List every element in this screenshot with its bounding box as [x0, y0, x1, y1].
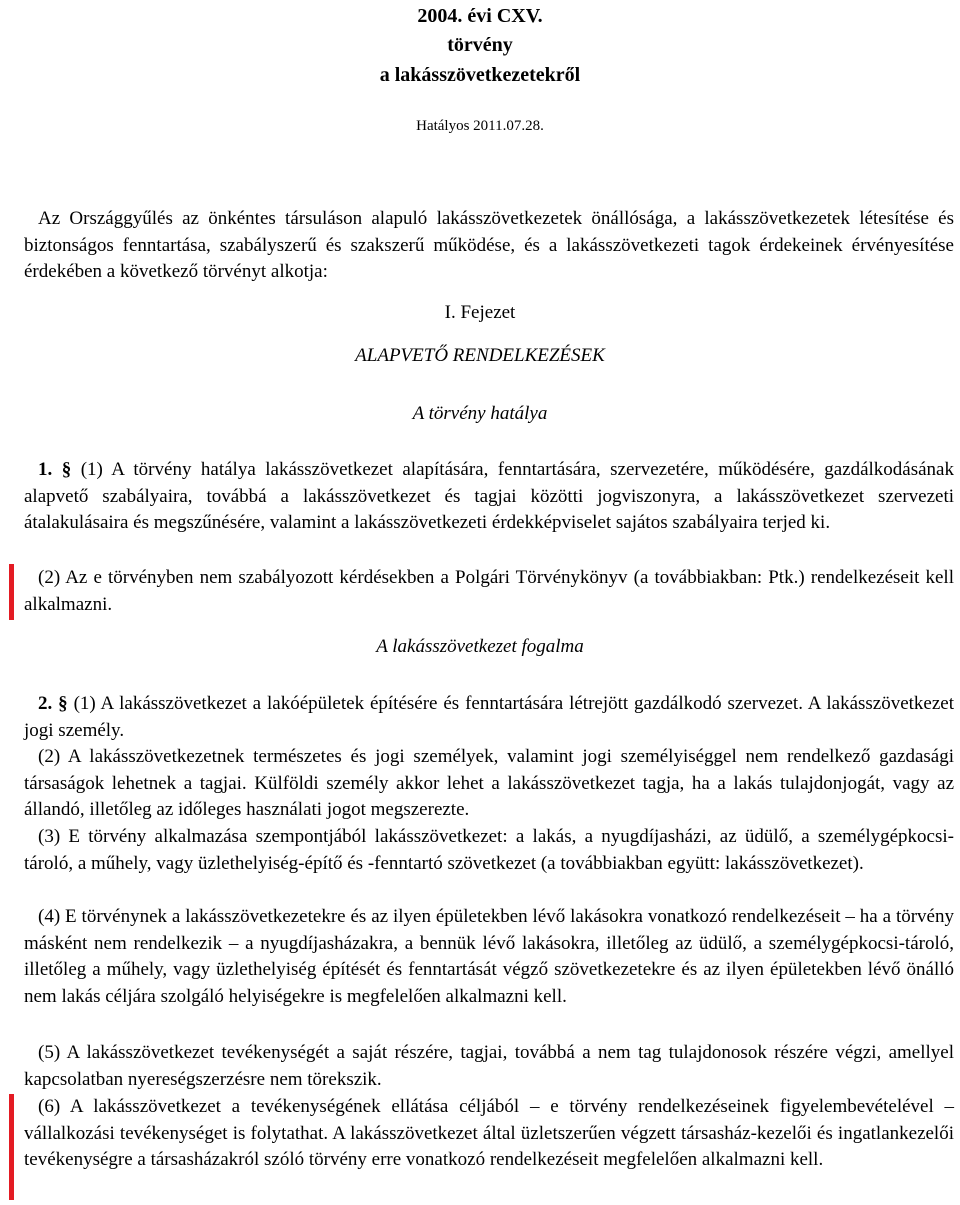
- law-id: 2004. évi CXV.: [417, 5, 543, 27]
- section2-para6: [24, 1094, 954, 1174]
- section1-para1: [24, 457, 954, 537]
- section1-number: 1. §: [38, 459, 72, 480]
- section2-para3: [24, 824, 954, 877]
- section-title-definition: A lakásszövetkezet fogalma: [376, 636, 584, 657]
- law-subject: a lakásszövetkezetekről: [379, 64, 581, 86]
- section2-para2: [24, 744, 954, 824]
- section2-p1-text: (1) A lakásszövetkezet a lakóépületek építésére és fenntartására létrejött gazdálkodó szervezet. A lakásszövetkezet jogi személy.: [24, 693, 955, 741]
- section2-p6-text: (6) A lakásszövetkezet a tevékenységének ellátása céljából – e törvény rendelkezéseinek figyelembevételével – vállalkozási tevékenységet is folytathat. A lakásszövetkezet által üzletszerűen végzett társasház-kezelői és ingatlankezelői tevékenységre a társasházakról szóló törvény erre vonatkozó rendelkezéseit megfelelően alkalmazni kell.: [24, 1096, 954, 1170]
- section-title-scope: A törvény hatálya: [412, 403, 548, 424]
- section1-p2-text: (2) Az e törvényben nem szabályozott kérdésekben a Polgári Törvénykönyv (a továbbiakban: Ptk.) rendelkezéseit kell alkalmazni.: [24, 567, 954, 615]
- chapter-title: ALAPVETŐ RENDELKEZÉSEK: [355, 345, 605, 366]
- law-word: törvény: [447, 34, 513, 56]
- section2-p4-text: (4) E törvénynek a lakásszövetkezetekre és az ilyen épületekben lévő lakásokra vonatkozó rendelkezéseit – ha a törvény másként nem rendelkezik – a nyugdíjasházakra, a bennük lévő lakásokra, illetőleg az üdülő, a személygépkocsi-tároló, illetőleg a műhely, vagy üzlethelyiség építését és fenntartását végző szövetkezetekre és az ilyen épületekben lévő önálló nem lakás céljára szolgáló helyiségekre is megfelelően alkalmazni kell.: [24, 906, 954, 1007]
- change-marker: [9, 1094, 14, 1200]
- chapter-number: I. Fejezet: [444, 302, 516, 323]
- section1-para2: [24, 565, 954, 618]
- effective-date: Hatályos 2011.07.28.: [416, 118, 544, 134]
- preamble: [24, 206, 954, 286]
- section2-number: 2. §: [38, 693, 68, 714]
- change-marker: [9, 564, 14, 620]
- section2-p3-text: (3) E törvény alkalmazása szempontjából lakásszövetkezet: a lakás, a nyugdíjasházi, az üdülő, a személygépkocsi-tároló, a műhely, vagy üzlethelyiség-építő és -fenntartó szövetkezet (a továbbiakban együtt: lakásszövetkezet).: [24, 826, 954, 874]
- section2-para5: [24, 1040, 954, 1093]
- section2-p2-text: (2) A lakásszövetkezetnek természetes és jogi személyek, valamint jogi személyiséggel nem rendelkező gazdasági társaságok lehetnek a tagjai. Külföldi személy akkor lehet a lakásszövetkezet tagja, ha a lakás tulajdonjogát, vagy az állandó, illetőleg az időleges használati jogot megszerezte.: [24, 746, 954, 820]
- section2-p5-text: (5) A lakásszövetkezet tevékenységét a saját részére, tagjai, továbbá a nem tag tulajdonosok részére végzi, amellyel kapcsolatban nyereségszerzésre nem törekszik.: [24, 1042, 954, 1090]
- preamble-text: Az Országgyűlés az önkéntes társuláson alapuló lakásszövetkezetek önállósága, a lakásszövetkezetek létesítése és biztonságos fenntartása, szabályszerű és szakszerű működése, és a lakásszövetkezeti tagok érdekeinek érvényesítése érdekében a következő törvényt alkotja:: [24, 208, 954, 282]
- section2-para1: [24, 691, 954, 744]
- section1-p1-text: (1) A törvény hatálya lakásszövetkezet alapítására, fenntartására, szervezetére, működésére, gazdálkodásának alapvető szabályaira, továbbá a lakásszövetkezet és tagjai közötti jogviszonyra, a lakásszövetkezet szervezeti átalakulásaira és megszűnésére, valamint a lakásszövetkezeti érdekképviselet sajátos szabályaira terjed ki.: [24, 459, 954, 533]
- section2-para4: [24, 904, 954, 1010]
